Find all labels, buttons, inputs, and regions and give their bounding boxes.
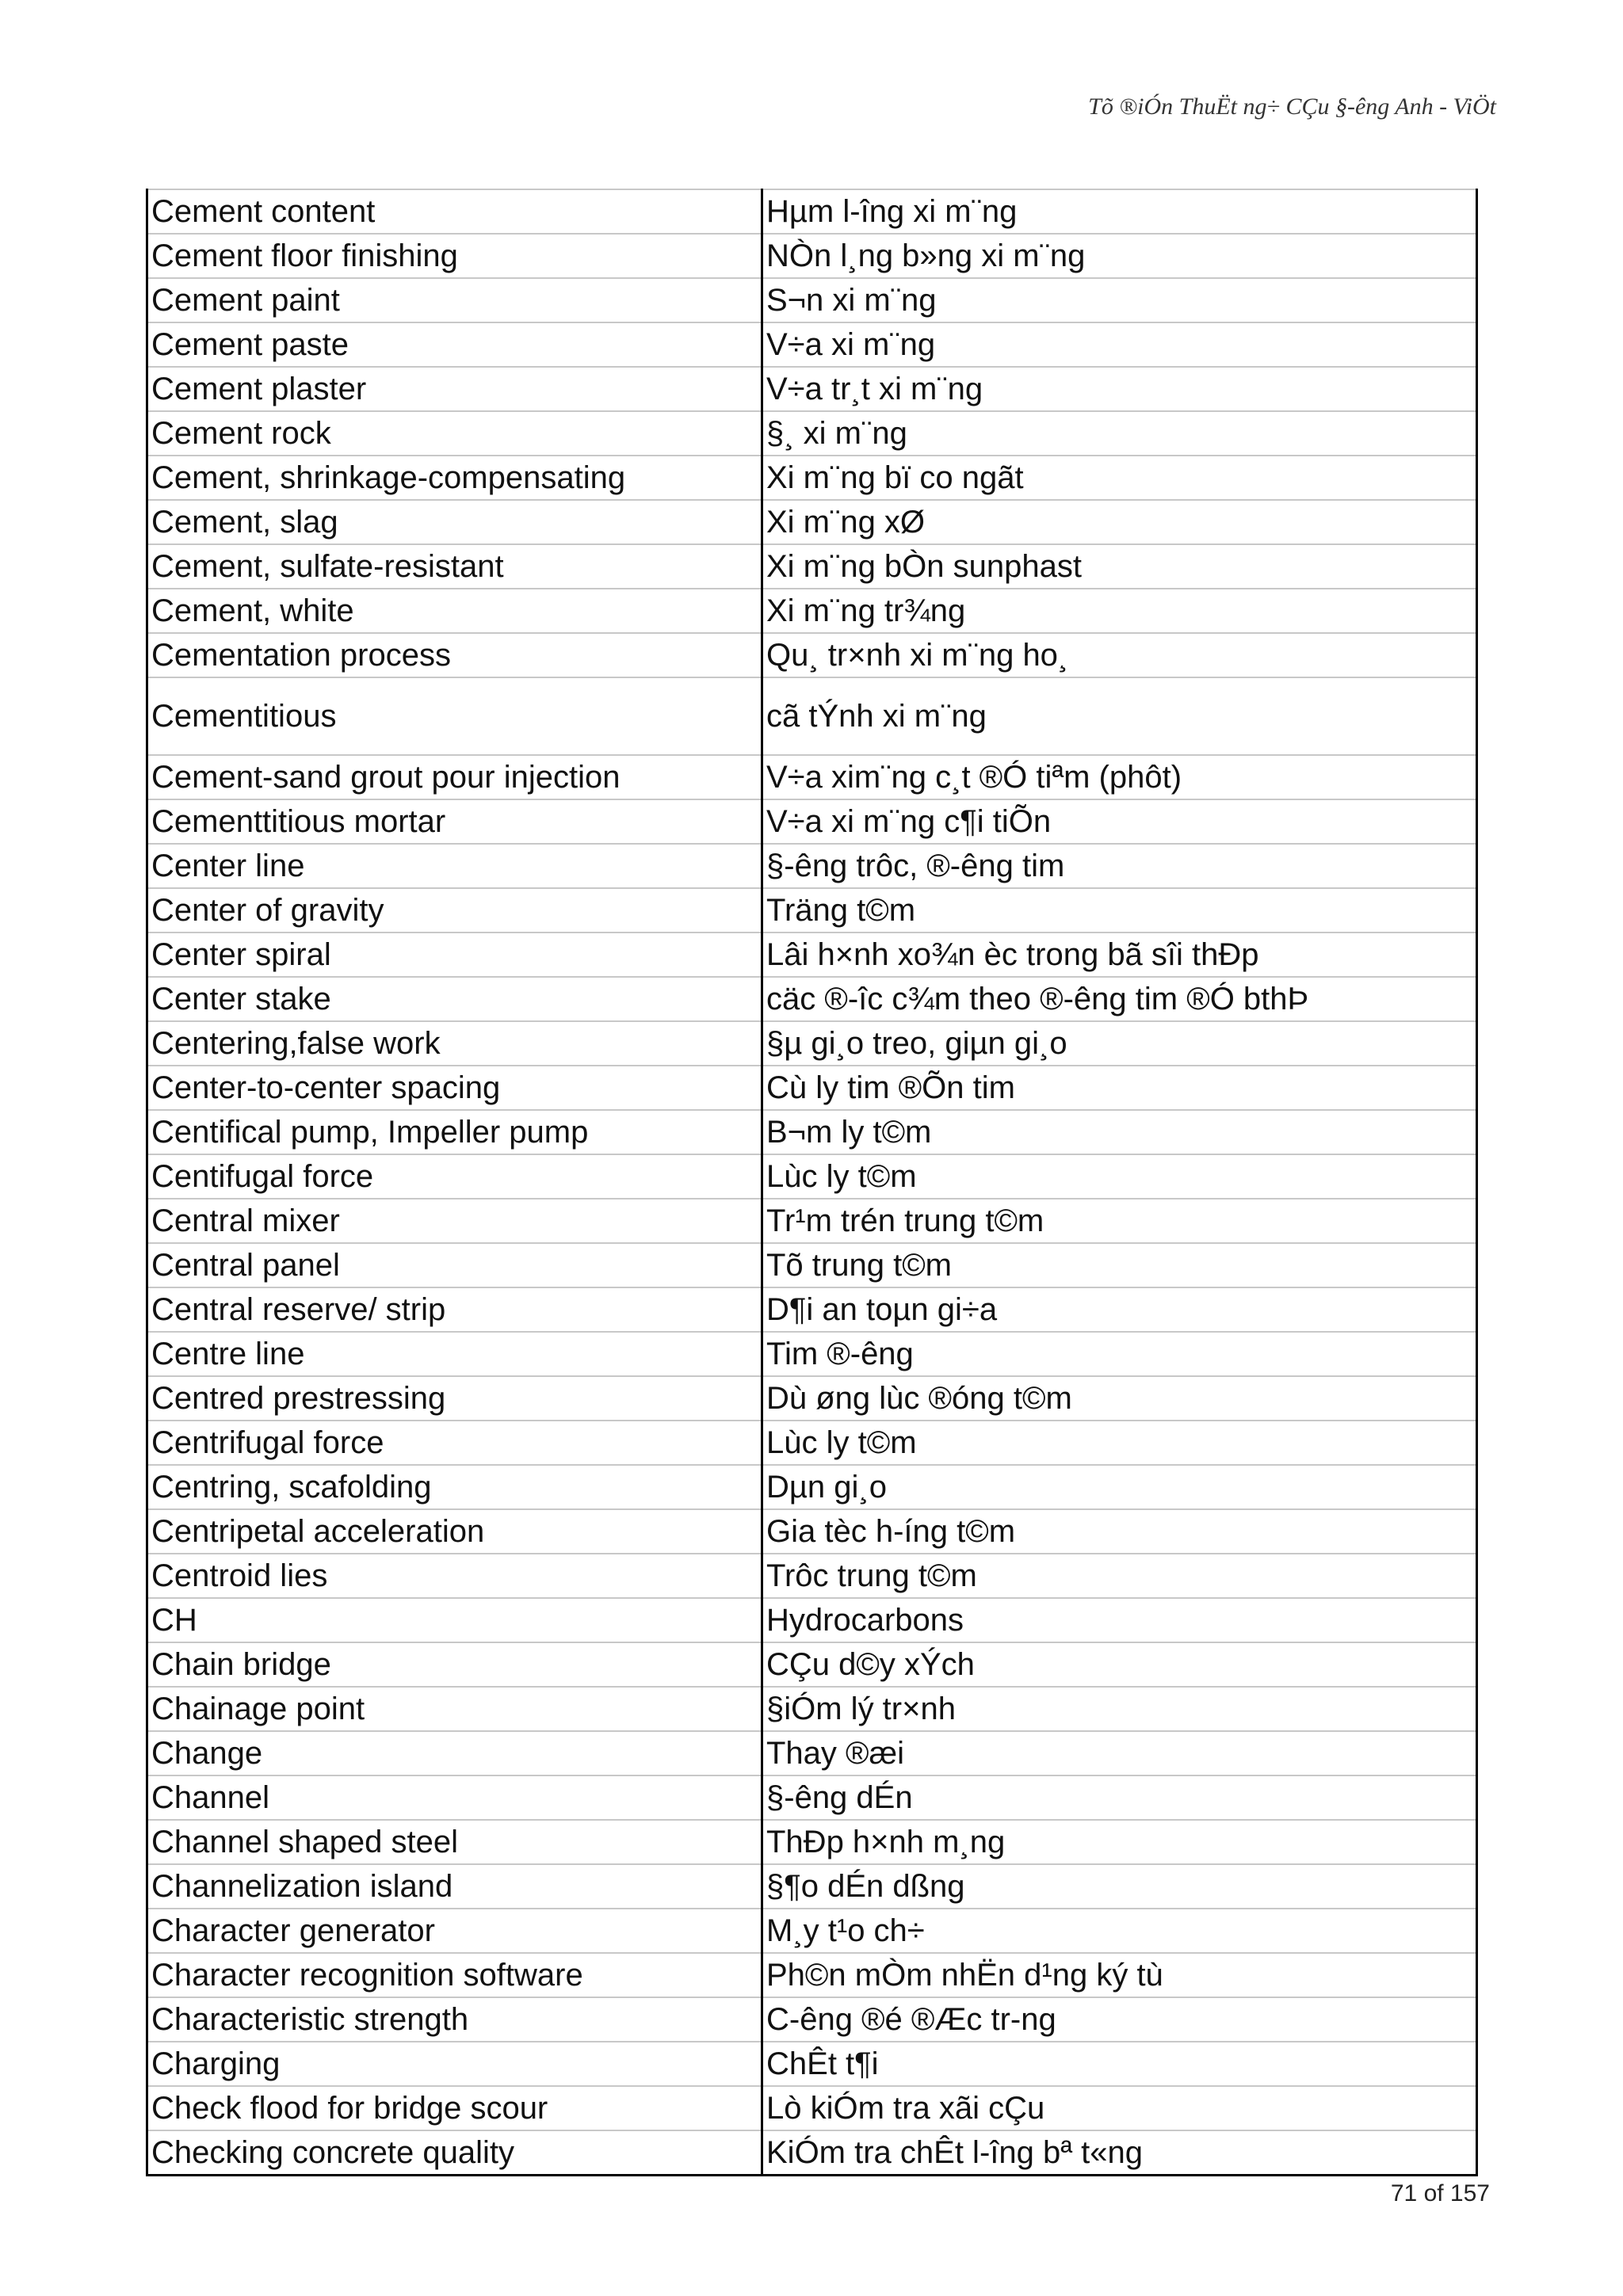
vietnamese-term: Lùc ly t©m bbox=[762, 1154, 1477, 1199]
table-row bbox=[147, 1997, 1477, 2042]
english-term: Character recognition software bbox=[147, 1953, 762, 1997]
glossary-table bbox=[146, 189, 1478, 2176]
vietnamese-term: Tim ®-êng bbox=[762, 1332, 1477, 1376]
vietnamese-term: §µ gi¸o treo, giµn gi¸o bbox=[762, 1021, 1477, 1066]
table-row bbox=[147, 1642, 1477, 1687]
table-row bbox=[147, 799, 1477, 844]
vietnamese-term: §-êng dÉn bbox=[762, 1775, 1477, 1820]
table-row bbox=[147, 977, 1477, 1021]
english-term: Center stake bbox=[147, 977, 762, 1021]
vietnamese-term: D¶i an toµn gi÷a bbox=[762, 1287, 1477, 1332]
vietnamese-term: Lò kiÓm tra xãi cÇu bbox=[762, 2086, 1477, 2130]
vietnamese-term: Tõ trung t©m bbox=[762, 1243, 1477, 1287]
english-term: Charging bbox=[147, 2042, 762, 2086]
table-row bbox=[147, 544, 1477, 589]
vietnamese-term: Lùc ly t©m bbox=[762, 1421, 1477, 1465]
english-term: Central reserve/ strip bbox=[147, 1287, 762, 1332]
english-term: Centifical pump, Impeller pump bbox=[147, 1110, 762, 1154]
table-row bbox=[147, 2086, 1477, 2130]
table-row bbox=[147, 589, 1477, 633]
vietnamese-term: C-êng ®é ®Æc tr-ng bbox=[762, 1997, 1477, 2042]
table-row bbox=[147, 189, 1477, 234]
table-row bbox=[147, 1421, 1477, 1465]
page-number: 71 of 157 bbox=[1390, 2180, 1490, 2206]
table-row bbox=[147, 2042, 1477, 2086]
english-term: Check flood for bridge scour bbox=[147, 2086, 762, 2130]
table-row bbox=[147, 1243, 1477, 1287]
table-row bbox=[147, 844, 1477, 888]
vietnamese-term: NÒn l¸ng b»ng xi m¨ng bbox=[762, 234, 1477, 278]
table-row bbox=[147, 1598, 1477, 1642]
english-term: Channel shaped steel bbox=[147, 1820, 762, 1864]
english-term: Cement paste bbox=[147, 322, 762, 367]
english-term: Cement rock bbox=[147, 411, 762, 456]
table-row bbox=[147, 1554, 1477, 1598]
vietnamese-term: V÷a xi m¨ng c¶i tiÕn bbox=[762, 799, 1477, 844]
table-row bbox=[147, 1909, 1477, 1953]
english-term: Cement plaster bbox=[147, 367, 762, 411]
table-row bbox=[147, 411, 1477, 456]
vietnamese-term: V÷a xi m¨ng bbox=[762, 322, 1477, 367]
vietnamese-term: Tr¹m trén trung t©m bbox=[762, 1199, 1477, 1243]
english-term: Cementitious bbox=[147, 677, 762, 755]
vietnamese-term: Träng t©m bbox=[762, 888, 1477, 933]
english-term: Cement content bbox=[147, 189, 762, 234]
english-term: CH bbox=[147, 1598, 762, 1642]
table-row bbox=[147, 677, 1477, 755]
table-row bbox=[147, 1775, 1477, 1820]
table-row bbox=[147, 278, 1477, 322]
english-term: Channel bbox=[147, 1775, 762, 1820]
table-row bbox=[147, 1465, 1477, 1509]
table-row bbox=[147, 1199, 1477, 1243]
table-row bbox=[147, 500, 1477, 544]
english-term: Centrifugal force bbox=[147, 1421, 762, 1465]
table-row bbox=[147, 1864, 1477, 1909]
vietnamese-term: §¶o dÉn dßng bbox=[762, 1864, 1477, 1909]
vietnamese-term: Thay ®æi bbox=[762, 1731, 1477, 1775]
english-term: Center of gravity bbox=[147, 888, 762, 933]
vietnamese-term: Hydrocarbons bbox=[762, 1598, 1477, 1642]
english-term: Cement, white bbox=[147, 589, 762, 633]
english-term: Centring, scafolding bbox=[147, 1465, 762, 1509]
english-term: Center line bbox=[147, 844, 762, 888]
table-row bbox=[147, 1332, 1477, 1376]
table-row bbox=[147, 888, 1477, 933]
english-term: Centifugal force bbox=[147, 1154, 762, 1199]
table-row bbox=[147, 1953, 1477, 1997]
vietnamese-term: Cù ly tim ®Õn tim bbox=[762, 1066, 1477, 1110]
vietnamese-term: V÷a xim¨ng c¸t ®Ó tiªm (phôt) bbox=[762, 755, 1477, 799]
table-row bbox=[147, 1287, 1477, 1332]
vietnamese-term: Xi m¨ng xØ bbox=[762, 500, 1477, 544]
english-term: Chainage point bbox=[147, 1687, 762, 1731]
english-term: Character generator bbox=[147, 1909, 762, 1953]
english-term: Centroid lies bbox=[147, 1554, 762, 1598]
english-term: Cement paint bbox=[147, 278, 762, 322]
table-row bbox=[147, 1066, 1477, 1110]
table-row bbox=[147, 1376, 1477, 1421]
vietnamese-term: §¸ xi m¨ng bbox=[762, 411, 1477, 456]
vietnamese-term: KiÓm tra chÊt l-îng bª t«ng bbox=[762, 2130, 1477, 2176]
table-row bbox=[147, 1687, 1477, 1731]
vietnamese-term: B¬m ly t©m bbox=[762, 1110, 1477, 1154]
english-term: Centre line bbox=[147, 1332, 762, 1376]
vietnamese-term: S¬n xi m¨ng bbox=[762, 278, 1477, 322]
english-term: Cement, sulfate-resistant bbox=[147, 544, 762, 589]
table-row bbox=[147, 1820, 1477, 1864]
english-term: Central mixer bbox=[147, 1199, 762, 1243]
vietnamese-term: Dù øng lùc ®óng t©m bbox=[762, 1376, 1477, 1421]
vietnamese-term: Qu¸ tr×nh xi m¨ng ho¸ bbox=[762, 633, 1477, 677]
vietnamese-term: Dµn gi¸o bbox=[762, 1465, 1477, 1509]
table-row bbox=[147, 1509, 1477, 1554]
english-term: Central panel bbox=[147, 1243, 762, 1287]
vietnamese-term: §iÓm lý tr×nh bbox=[762, 1687, 1477, 1731]
english-term: Cement, shrinkage-compensating bbox=[147, 456, 762, 500]
page-header: Tõ ®iÓn ThuËt ng÷ CÇu §-êng Anh - ViÖt bbox=[1088, 93, 1496, 120]
vietnamese-term: Trôc trung t©m bbox=[762, 1554, 1477, 1598]
table-row bbox=[147, 322, 1477, 367]
table-row bbox=[147, 1731, 1477, 1775]
table-row bbox=[147, 1154, 1477, 1199]
vietnamese-term: ThÐp h×nh m¸ng bbox=[762, 1820, 1477, 1864]
english-term: Characteristic strength bbox=[147, 1997, 762, 2042]
english-term: Center-to-center spacing bbox=[147, 1066, 762, 1110]
table-row bbox=[147, 2130, 1477, 2176]
vietnamese-term: §-êng trôc, ®-êng tim bbox=[762, 844, 1477, 888]
english-term: Center spiral bbox=[147, 933, 762, 977]
vietnamese-term: Xi m¨ng tr¾ng bbox=[762, 589, 1477, 633]
english-term: Centred prestressing bbox=[147, 1376, 762, 1421]
table-row bbox=[147, 755, 1477, 799]
table-row bbox=[147, 234, 1477, 278]
english-term: Cement, slag bbox=[147, 500, 762, 544]
vietnamese-term: V÷a tr¸t xi m¨ng bbox=[762, 367, 1477, 411]
vietnamese-term: Hµm l-îng xi m¨ng bbox=[762, 189, 1477, 234]
table-row bbox=[147, 633, 1477, 677]
english-term: Cement floor finishing bbox=[147, 234, 762, 278]
table-row bbox=[147, 456, 1477, 500]
vietnamese-term: cã tÝnh xi m¨ng bbox=[762, 677, 1477, 755]
english-term: Channelization island bbox=[147, 1864, 762, 1909]
vietnamese-term: Xi m¨ng bï co ngãt bbox=[762, 456, 1477, 500]
english-term: Cementtitious mortar bbox=[147, 799, 762, 844]
english-term: Cement-sand grout pour injection bbox=[147, 755, 762, 799]
vietnamese-term: cäc ®-îc c¾m theo ®-êng tim ®Ó bthÞ bbox=[762, 977, 1477, 1021]
vietnamese-term: Ph©n mÒm nhËn d¹ng ký tù bbox=[762, 1953, 1477, 1997]
vietnamese-term: Xi m¨ng bÒn sunphast bbox=[762, 544, 1477, 589]
table-row bbox=[147, 1021, 1477, 1066]
vietnamese-term: Gia tèc h-íng t©m bbox=[762, 1509, 1477, 1554]
table-row bbox=[147, 933, 1477, 977]
vietnamese-term: CÇu d©y xÝch bbox=[762, 1642, 1477, 1687]
table-row bbox=[147, 1110, 1477, 1154]
english-term: Cementation process bbox=[147, 633, 762, 677]
english-term: Chain bridge bbox=[147, 1642, 762, 1687]
english-term: Centering,false work bbox=[147, 1021, 762, 1066]
vietnamese-term: M¸y t¹o ch÷ bbox=[762, 1909, 1477, 1953]
english-term: Centripetal acceleration bbox=[147, 1509, 762, 1554]
english-term: Checking concrete quality bbox=[147, 2130, 762, 2176]
table-row bbox=[147, 367, 1477, 411]
vietnamese-term: Lâi h×nh xo¾n èc trong bã sîi thÐp bbox=[762, 933, 1477, 977]
vietnamese-term: ChÊt t¶i bbox=[762, 2042, 1477, 2086]
english-term: Change bbox=[147, 1731, 762, 1775]
